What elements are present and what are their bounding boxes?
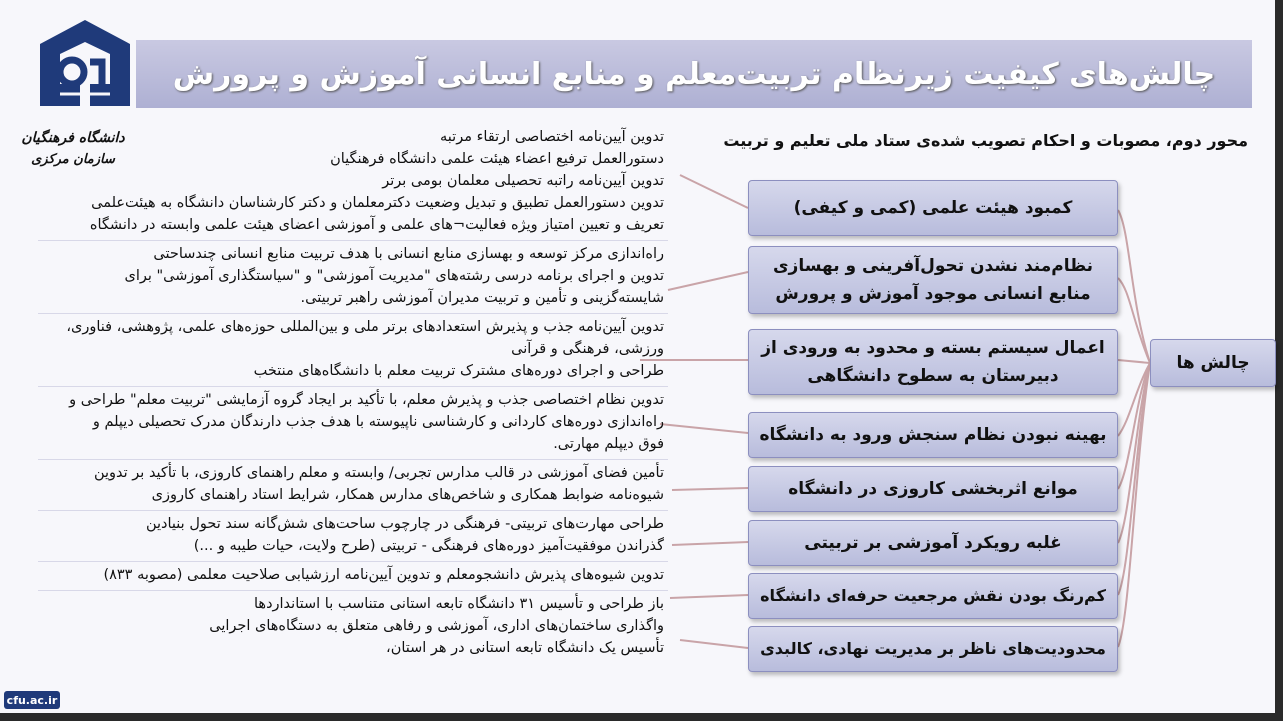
page-title: چالش‌های کیفیت زیرنظام تربیت‌معلم و منابع انسانی آموزش و پرورش (172, 56, 1216, 92)
challenge-box: موانع اثربخشی کاروزی در دانشگاه (748, 466, 1118, 512)
challenges-hub: چالش ها (1150, 339, 1276, 387)
bullet-line: تدوین نظام اختصاصی جذب و پذیرش معلم، با تأکید بر ایجاد گروه آزمایشی "تربیت معلم" طراحی و (69, 392, 664, 408)
bullet-line: ورزشی، فرهنگی و قرآنی (511, 341, 664, 357)
logo-emblem-icon (30, 14, 140, 124)
challenge-box: کمبود هیئت علمی (کمی و کیفی) (748, 180, 1118, 236)
bullet-line: تدوین دستورالعمل تطبیق و تبدیل وضعیت دکترمعلمان و دکتر کارشناسان دانشگاه به هیئت‌علمی (91, 195, 664, 211)
bullet-group (38, 459, 668, 510)
title-bar (136, 40, 1252, 108)
bullet-line: فوق دیپلم مهارتی. (553, 436, 664, 452)
bullet-line: راه‌اندازی دوره‌های کاردانی و کارشناسی ناپیوسته با هدف جذب دارندگان مدرک تحصیلی دیپلم و (92, 414, 664, 430)
bullet-line: واگذاری ساختمان‌های اداری، آموزشی و رفاهی متعلق به دستگاه‌های اجرایی (209, 618, 664, 634)
challenge-box: غلبه رویکرد آموزشی بر تربیتی (748, 520, 1118, 566)
challenge-box: کم‌رنگ بودن نقش مرجعیت حرفه‌ای دانشگاه (748, 573, 1118, 619)
bullet-line: تدوین شیوه‌های پذیرش دانشجومعلم و تدوین آیین‌نامه ارزشیابی صلاحیت معلمی (مصوبه ۸۳۳) (103, 567, 664, 583)
bullet-line: راه‌اندازی مرکز توسعه و بهسازی منابع انسانی با هدف تربیت منابع انسانی چندساحتی (153, 246, 664, 262)
bullet-line: گذراندن موفقیت‌آمیز دوره‌های فرهنگی - تربیتی (طرح ولایت، حیات طیبه و ...) (193, 538, 664, 554)
logo-caption-org: سازمان مرکزی (31, 152, 115, 167)
challenge-box: محدودیت‌های ناظر بر مدیریت نهادی، کالبدی (748, 626, 1118, 672)
axis-heading: محور دوم، مصوبات و احکام تصویب شده‌ی ستاد ملی تعلیم و تربیت (723, 131, 1248, 150)
bullet-group (38, 510, 668, 561)
watermark-logo: cfu.ac.ir (4, 691, 60, 709)
bullet-line: تأسیس یک دانشگاه تابعه استانی در هر استان، (386, 640, 664, 656)
bullet-line: شیوه‌نامه ضوابط همکاری و شاخص‌های مدارس همکار، شرایط استاد راهنمای کاروزی (151, 487, 664, 503)
bullet-line: شایسته‌گزینی و تأمین و تربیت مدیران آموزشی راهبر تربیتی. (300, 290, 664, 306)
bullet-line: دستورالعمل ترفیع اعضاء هیئت علمی دانشگاه فرهنگیان (330, 151, 664, 167)
bullet-line: تدوین آیین‌نامه اختصاصی ارتقاء مرتبه (440, 129, 664, 145)
bullet-group (38, 590, 668, 663)
bullet-line: تدوین آیین‌نامه راتبه تحصیلی معلمان بومی برتر (382, 173, 664, 189)
bullet-line: باز طراحی و تأسیس ۳۱ دانشگاه تابعه استانی متناسب با استانداردها (254, 596, 664, 612)
challenge-box: نظام‌مند نشدن تحول‌آفرینی و بهسازی منابع انسانی موجود آموزش و پرورش (748, 246, 1118, 314)
challenge-box: بهینه نبودن نظام سنجش ورود به دانشگاه (748, 412, 1118, 458)
bullet-line: تدوین و اجرای برنامه درسی رشته‌های "مدیریت آموزشی" و "سیاستگذاری آموزشی" برای (124, 268, 664, 284)
bullet-group (38, 561, 668, 590)
bullet-group (38, 313, 668, 386)
bullet-group (38, 386, 668, 459)
challenge-box: اعمال سیستم بسته و محدود به ورودی از دبیرستان به سطوح دانشگاهی (748, 329, 1118, 395)
logo-caption-university: دانشگاه فرهنگیان (21, 130, 125, 146)
bullet-line: طراحی مهارت‌های تربیتی- فرهنگی در چارچوب ساحت‌های شش‌گانه سند تحول بنیادین (145, 516, 664, 532)
bullet-line: تدوین آیین‌نامه جذب و پذیرش استعدادهای برتر ملی و بین‌المللی حوزه‌های علمی، پژوهشی، فناوری، (66, 319, 664, 335)
bullet-line: تعریف و تعیین امتیاز ویژه فعالیت¬های علمی و آموزشی اعضای هیئت علمی وابسته در دانشگاه (89, 217, 664, 233)
bullet-line: تأمین فضای آموزشی در قالب مدارس تجربی/ وابسته و معلم راهنمای کاروزی، با تأکید بر تدوین (93, 465, 664, 481)
bullet-group (38, 124, 668, 240)
resolutions-list (38, 124, 668, 663)
bullet-group (38, 240, 668, 313)
bullet-line: طراحی و اجرای دوره‌های مشترک تربیت معلم با دانشگاه‌های منتخب (253, 363, 664, 379)
